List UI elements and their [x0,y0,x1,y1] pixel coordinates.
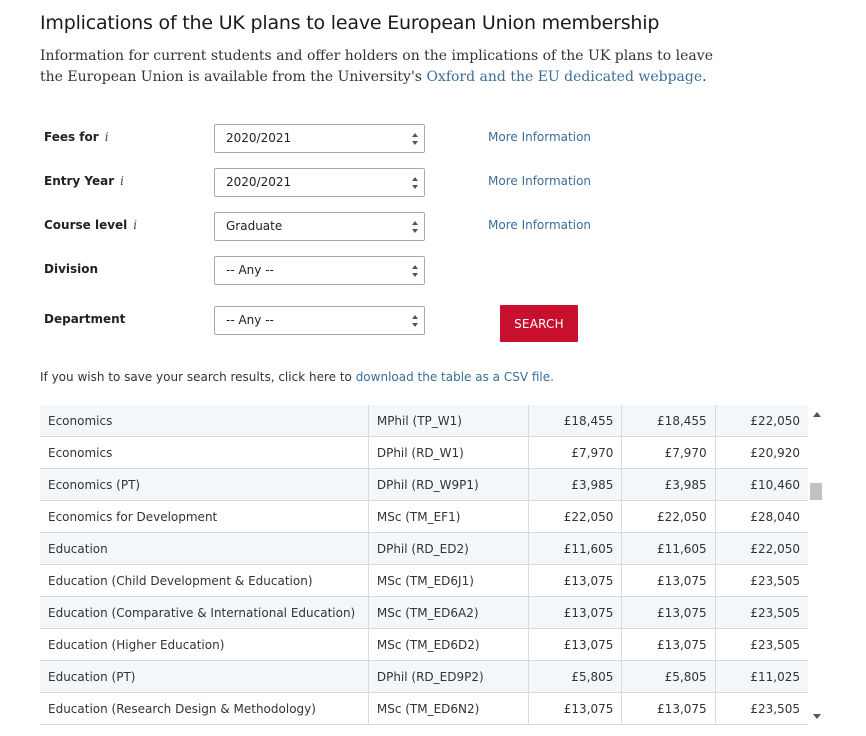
entry-year-select[interactable] [214,168,425,197]
course-code-cell: MPhil (TP_W1) [368,405,528,437]
search-button[interactable]: SEARCH [500,305,578,342]
division-label: Division [44,262,99,276]
department-label: Department [44,312,126,326]
fee-cell: £5,805 [529,661,622,693]
course-cell: Economics (PT) [40,469,368,501]
fee-cell: £22,050 [529,501,622,533]
course-cell: Education [40,533,368,565]
fee-cell: £20,920 [715,437,808,469]
fee-cell: £11,025 [715,661,808,693]
division-value: -- Any -- [226,263,274,277]
course-cell: Education (Comparative & International Education) [40,597,368,629]
table-row [40,597,808,629]
fees-for-value: 2020/2021 [226,131,292,145]
fee-cell: £3,985 [622,469,715,501]
course-code-cell: DPhil (RD_ED9P2) [368,661,528,693]
course-cell: Economics for Development [40,501,368,533]
entry-year-more-information-link[interactable]: More Information [488,174,592,188]
table-row [40,629,808,661]
fee-cell: £22,050 [715,533,808,565]
fee-cell: £13,075 [622,597,715,629]
fee-cell: £7,970 [622,437,715,469]
fee-cell: £23,505 [715,629,808,661]
course-code-cell: MSc (TM_ED6J1) [368,565,528,597]
table-row [40,469,808,501]
table-row [40,437,808,469]
info-icon[interactable]: i [133,218,138,232]
fee-cell: £13,075 [622,565,715,597]
fee-cell: £23,505 [715,565,808,597]
course-code-cell: MSc (TM_EF1) [368,501,528,533]
course-cell: Education (Research Design & Methodology) [40,693,368,725]
oxford-eu-link[interactable]: Oxford and the EU dedicated webpage [426,69,703,85]
table-scrollbar[interactable] [809,405,825,725]
table-row [40,565,808,597]
course-code-cell: MSc (TM_ED6A2) [368,597,528,629]
fee-cell: £5,805 [622,661,715,693]
fee-cell: £22,050 [622,501,715,533]
info-icon[interactable]: i [120,174,124,188]
course-code-cell: DPhil (RD_W9P1) [368,469,528,501]
department-value: -- Any -- [226,313,274,327]
fee-cell: £3,985 [529,469,622,501]
fee-cell: £28,040 [715,501,808,533]
fee-cell: £13,075 [529,693,622,725]
table-row [40,661,808,693]
scroll-thumb[interactable] [810,483,822,500]
table-row [40,501,808,533]
table-row [40,533,808,565]
sort-arrows-icon [412,133,418,145]
fee-cell: £13,075 [529,597,622,629]
fee-cell: £23,505 [715,693,808,725]
division-select[interactable] [214,256,425,285]
page-title: Implications of the UK plans to leave European Union membership [40,12,660,34]
course-level-select[interactable] [214,212,425,241]
entry-year-label: Entry Year i [44,174,124,188]
department-select[interactable] [214,306,425,335]
csv-note-text: If you wish to save your search results, click here to [40,370,356,384]
fee-cell: £10,460 [715,469,808,501]
fee-cell: £7,970 [529,437,622,469]
fee-cell: £18,455 [529,405,622,437]
sort-arrows-icon [412,315,418,327]
info-icon[interactable]: i [104,130,109,144]
course-level-more-information-link[interactable]: More Information [488,218,592,232]
course-cell: Economics [40,405,368,437]
fee-cell: £13,075 [529,565,622,597]
course-code-cell: MSc (TM_ED6N2) [368,693,528,725]
sort-arrows-icon [412,177,418,189]
fee-cell: £11,605 [622,533,715,565]
course-cell: Education (Higher Education) [40,629,368,661]
fee-cell: £13,075 [622,629,715,661]
intro-paragraph [40,46,740,88]
course-cell: Education (PT) [40,661,368,693]
triangle-down-icon[interactable] [813,714,821,719]
fee-cell: £13,075 [529,629,622,661]
fee-cell: £13,075 [622,693,715,725]
table-row [40,405,808,437]
fee-cell: £22,050 [715,405,808,437]
course-code-cell: DPhil (RD_ED2) [368,533,528,565]
download-csv-link[interactable]: download the table as a CSV file. [355,370,554,384]
fees-table-container[interactable] [40,405,825,725]
fee-cell: £23,505 [715,597,808,629]
sort-arrows-icon [412,265,418,277]
intro-text: Information for current students and offer holders on the implications of the UK plans to leave the European Union is available from the University's [40,48,713,85]
course-level-value: Graduate [226,219,283,233]
entry-year-value: 2020/2021 [226,175,292,189]
csv-note [40,370,554,384]
course-code-cell: DPhil (RD_W1) [368,437,528,469]
fees-for-select[interactable] [214,124,425,153]
course-level-label: Course level i [44,218,138,232]
course-cell: Education (Child Development & Education) [40,565,368,597]
fee-cell: £18,455 [622,405,715,437]
fee-cell: £11,605 [529,533,622,565]
intro-end: . [702,69,707,85]
sort-arrows-icon [412,221,418,233]
table-row [40,693,808,725]
course-code-cell: MSc (TM_ED6D2) [368,629,528,661]
fees-for-label: Fees for i [44,130,109,144]
course-cell: Economics [40,437,368,469]
triangle-up-icon[interactable] [813,412,821,417]
fees-for-more-information-link[interactable]: More Information [488,130,592,144]
fees-table [40,405,808,725]
